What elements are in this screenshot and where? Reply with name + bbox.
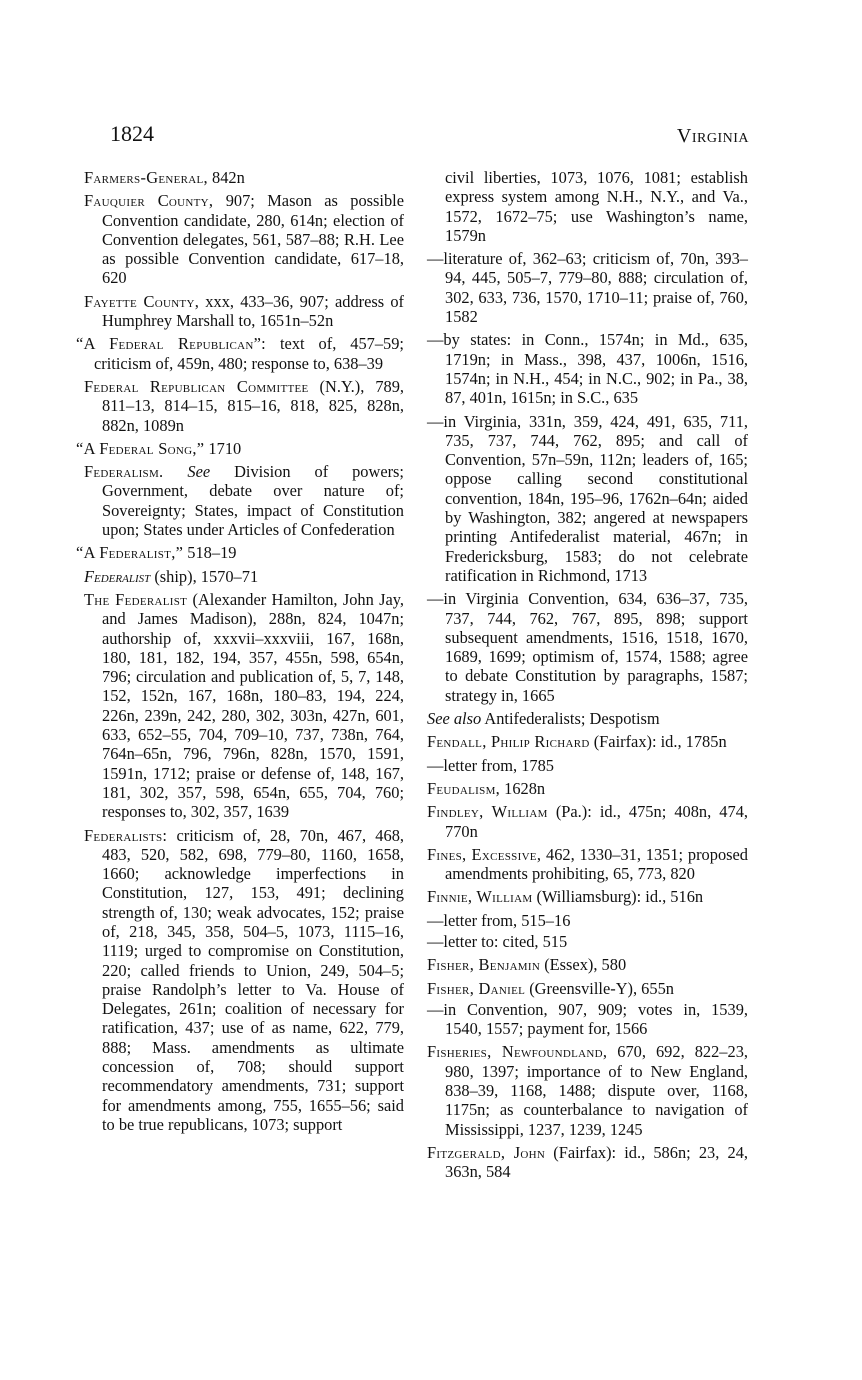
index-subentry: —letter from, 1785: [427, 755, 554, 775]
index-entry: Fisheries, Newfoundland, 670, 692, 822–23, 980, 1397; importance of to New England, 838–39, 1168, 1488; dispute over, 1168, 1175n; as counterbalance to navigation of Mississippi, 1237, 1239, 1245: [427, 1042, 748, 1139]
index-entry: Findley, William (Pa.): id., 475n; 408n, 474, 770n: [427, 802, 748, 841]
index-entry: Federalists: criticism of, 28, 70n, 467, 468, 483, 520, 582, 698, 779–80, 1160, 1658, 1660; acknowledge imperfections in Constitution, 127, 153, 491; declining strength of, 130; weak advocates, 152; praise of, 218, 345, 358, 504–5, 1073, 1115–16, 1119; urged to compromise on Constitution, 220; called friends to Union, 249, 504–5; praise Randolph’s letter to Va. House of Delegates, 261n; coalition of necessary for ratification, 437; use of as name, 622, 779, 888; Mass. amendments as ultimate concession of, 708; should support recommendatory amendments, 731; support for amendments among, 755, 1655–56; said to be true republicans, 1073; support: [84, 825, 404, 1134]
index-entry-continued: civil liberties, 1073, 1076, 1081; establish express system among N.H., N.Y., and Va., 1572, 1672–75; use Washington’s name, 1579n: [445, 168, 748, 245]
running-title: Virginia: [676, 125, 749, 147]
index-entry: Farmers-General, 842n: [84, 168, 245, 187]
index-subentry: —in Convention, 907, 909; votes in, 1539, 1540, 1557; payment for, 1566: [427, 999, 748, 1039]
index-entry: Fines, Excessive, 462, 1330–31, 1351; proposed amendments prohibiting, 65, 773, 820: [427, 844, 748, 884]
left-column: [76, 168, 405, 1138]
index-entry: Fitzgerald, John (Fairfax): id., 586n; 23, 24, 363n, 584: [427, 1142, 749, 1182]
index-entry: Finnie, William (Williamsburg): id., 516n: [427, 887, 704, 907]
index-entry: Fayette County, xxx, 433–36, 907; address of Humphrey Marshall to, 1651n–52n: [84, 291, 405, 331]
index-entry: Fisher, Benjamin (Essex), 580: [427, 955, 627, 975]
index-entry: Fisher, Daniel (Greensville-Y), 655n: [427, 978, 674, 998]
index-entry: Fauquier County, 907; Mason as possible Convention candidate, 280, 614n; election of Convention delegates, 561, 587–88; R.H. Lee as possible Convention candidate, 617–18, 620: [84, 191, 404, 288]
index-subentry: —letter to: cited, 515: [427, 931, 568, 951]
index-subentry: —literature of, 362–63; criticism of, 70n, 393–94, 445, 505–7, 779–80, 888; circulation of, 302, 633, 736, 1570, 1710–11; praise of, 760, 1582: [427, 249, 748, 327]
right-column: [427, 168, 748, 1186]
index-entry: “A Federalist,” 518–19: [76, 543, 237, 563]
index-entry: Federalism. See Division of powers; Government, debate over nature of; Sovereignty; States, impact of Constitution upon; States under Articles of Confederation: [84, 462, 404, 540]
index-subentry: —by states: in Conn., 1574n; in Md., 635, 1719n; in Mass., 398, 437, 1006n, 1516, 1574n; in N.H., 454; in N.C., 902; in Pa., 38, 87, 401n, 1615n; in S.C., 635: [427, 330, 748, 408]
index-entry: Federal Republican Committee (N.Y.), 789, 811–13, 814–15, 815–16, 818, 825, 828n, 882n, 1089n: [84, 376, 404, 435]
index-entry: “A Federal Song,” 1710: [76, 438, 242, 458]
index-entry: The Federalist (Alexander Hamilton, John Jay, and James Madison), 288n, 824, 1047n; authorship of, xxxvii–xxxviii, 167, 168n, 180, 181, 182, 194, 357, 455n, 598, 654n, 796; circulation and publication of, 5, 7, 148, 152, 152n, 167, 168n, 180–83, 194, 224, 226n, 239n, 242, 280, 302, 303n, 427n, 601, 633, 652–55, 704, 709–10, 737, 738n, 764, 764n–65n, 796, 796n, 828n, 1570, 1591, 1591n, 1712; praise or defense of, 148, 167, 181, 302, 357, 598, 654n, 655, 704, 760; responses to, 302, 357, 1639: [84, 589, 404, 822]
index-subentry: —letter from, 515–16: [427, 910, 571, 930]
index-entry: Feudalism, 1628n: [427, 778, 546, 798]
page-number: 1824: [110, 121, 154, 146]
index-entry: Federalist (ship), 1570–71: [84, 566, 259, 586]
index-entry: Fendall, Philip Richard (Fairfax): id., 1785n: [427, 732, 727, 752]
index-subentry: —in Virginia, 331n, 359, 424, 491, 635, 711, 735, 737, 744, 762, 895; and call of Convention, 57n–59n, 112n; leaders of, 165; oppose calling second constitutional convention, 184n, 195–96, 1762n–64n; aided by Washington, 382; angered at newspapers printing Antifederalist material, 467n; in Fredericksburg, 1583; do not celebrate ratification in Richmond, 1713: [427, 411, 748, 585]
index-subentry: —in Virginia Convention, 634, 636–37, 735, 737, 744, 762, 767, 895, 898; support subsequent amendments, 1516, 1518, 1670, 1689, 1699; optimism of, 1574, 1588; agree to debate Constitution by paragraphs, 1587; strategy in, 1665: [427, 589, 748, 705]
see-also-reference: See also Antifederalists; Despotism: [427, 709, 660, 729]
index-entry: “A Federal Republican”: text of, 457–59; criticism of, 459n, 480; response to, 638–39: [76, 334, 404, 373]
